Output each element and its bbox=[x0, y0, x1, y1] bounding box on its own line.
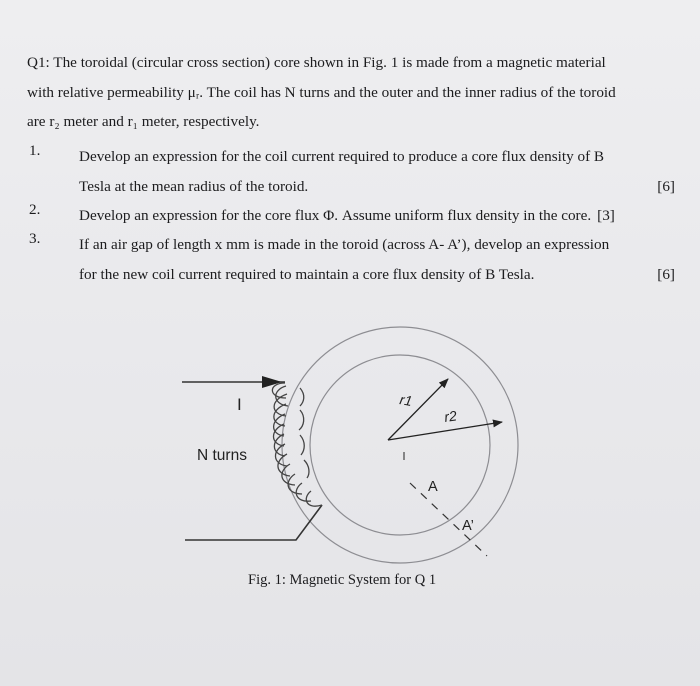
part-number: 2. bbox=[29, 201, 41, 218]
part-text-line-2: for the new coil current required to maintain a core flux density of B Tesla. bbox=[79, 265, 535, 283]
current-label: I bbox=[237, 395, 242, 414]
part-marks: [3] bbox=[597, 207, 615, 224]
figure-caption: Fig. 1: Magnetic System for Q 1 bbox=[248, 572, 437, 588]
gap-label-a: A bbox=[428, 479, 438, 495]
part-marks: [6] bbox=[657, 177, 675, 195]
part-text-line-1: Develop an expression for the core flux Φ. Assume uniform flux density in the core. bbox=[79, 207, 592, 224]
turns-label: N turns bbox=[197, 447, 247, 464]
question-line-1: Q1: The toroidal (circular cross section) core shown in Fig. 1 is made from a magnetic material bbox=[27, 54, 606, 71]
gap-label-a-prime: A’ bbox=[462, 518, 474, 534]
part-number: 1. bbox=[29, 142, 41, 159]
part-text-line-2: Tesla at the mean radius of the toroid. bbox=[79, 177, 309, 195]
part-text-line-1: If an air gap of length x mm is made in the toroid (across A- A’), develop an expression bbox=[79, 236, 610, 253]
question-intro bbox=[27, 48, 677, 137]
r1-arrow bbox=[388, 379, 448, 440]
coil-windings bbox=[272, 383, 322, 506]
part-text-line-1: Develop an expression for the coil current required to produce a core flux density of B bbox=[79, 148, 605, 165]
r2-label: r2 bbox=[443, 407, 458, 425]
question-line-3: are r₂ meter and r₁ meter, respectively. bbox=[27, 113, 260, 130]
inner-ring bbox=[310, 355, 490, 535]
part-marks: [6] bbox=[657, 265, 675, 283]
part-number: 3. bbox=[29, 230, 41, 247]
question-line-2: with relative permeability μᵣ. The coil has N turns and the outer and the inner radius of the toroid bbox=[27, 83, 616, 101]
r1-label: r1 bbox=[398, 391, 414, 410]
current-arrow-icon bbox=[262, 376, 282, 388]
toroid-diagram bbox=[0, 300, 700, 600]
outer-ring bbox=[282, 327, 518, 563]
